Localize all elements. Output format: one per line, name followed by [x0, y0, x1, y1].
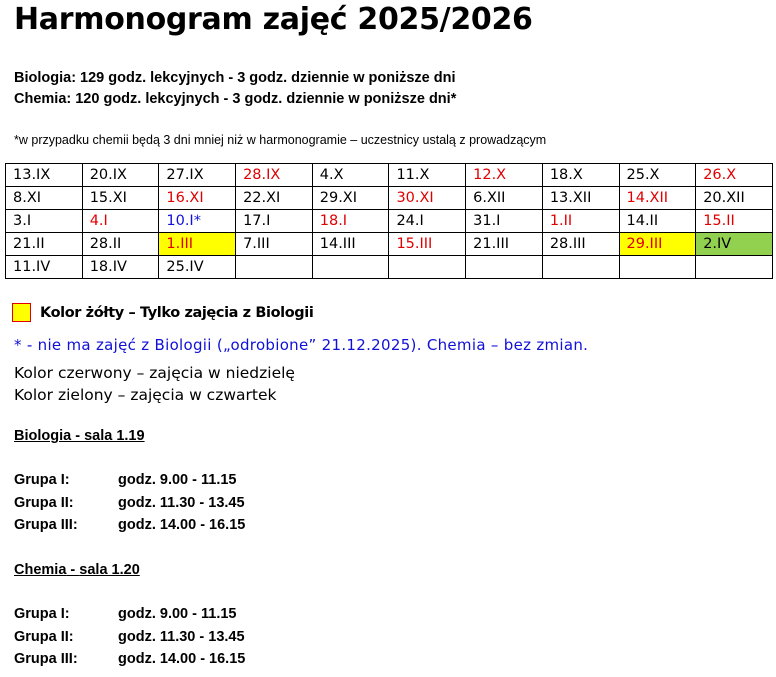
date-cell-thursday: 2.IV	[696, 233, 773, 256]
date-cell-sunday: 4.I	[82, 210, 159, 233]
group-name: Grupa II:	[14, 494, 74, 511]
group-name: Grupa I:	[14, 606, 70, 622]
date-cell-no-biology: 10.I*	[159, 210, 236, 233]
date-cell: 7.III	[236, 233, 313, 256]
date-cell: 15.XI	[82, 187, 159, 210]
chemistry-heading-subject: Chemia	[14, 562, 67, 578]
date-cell: 21.III	[466, 233, 543, 256]
table-row	[6, 210, 773, 233]
hours-summary	[14, 68, 456, 110]
date-cell: 13.XII	[542, 187, 619, 210]
date-cell: 8.XI	[6, 187, 83, 210]
date-cell: 24.I	[389, 210, 466, 233]
biology-hours: Biologia: 129 godz. lekcyjnych - 3 godz. dziennie w poniższe dni	[14, 70, 456, 86]
group-time: godz. 9.00 - 11.15	[118, 472, 237, 488]
date-cell: 25.X	[619, 164, 696, 187]
group-name: Grupa III:	[14, 651, 78, 667]
date-cell-sunday: 30.XI	[389, 187, 466, 210]
empty-cell	[389, 256, 466, 279]
page-title: Harmonogram zajęć 2025/2026	[14, 2, 533, 37]
date-cell-biology-only: 1.III	[159, 233, 236, 256]
date-cell-sunday: 16.XI	[159, 187, 236, 210]
list-item	[14, 469, 245, 492]
group-name: Grupa II:	[14, 628, 74, 645]
empty-cell	[312, 256, 389, 279]
date-cell: 11.X	[389, 164, 466, 187]
date-cell: 18.X	[542, 164, 619, 187]
group-time: godz. 9.00 - 11.15	[118, 606, 237, 622]
date-cell: 13.IX	[6, 164, 83, 187]
date-cell: 17.I	[236, 210, 313, 233]
date-cell: 28.III	[542, 233, 619, 256]
chemistry-groups	[14, 559, 245, 671]
date-cell: 27.IX	[159, 164, 236, 187]
legend-green: Kolor zielony – zajęcia w czwartek	[14, 386, 277, 404]
date-cell-sunday: 12.X	[466, 164, 543, 187]
date-cell: 25.IV	[159, 256, 236, 279]
date-cell: 11.IV	[6, 256, 83, 279]
group-name: Grupa III:	[14, 517, 78, 533]
date-cell: 14.III	[312, 233, 389, 256]
group-time: godz. 11.30 - 13.45	[118, 494, 245, 511]
date-cell: 6.XII	[466, 187, 543, 210]
date-cell: 18.IV	[82, 256, 159, 279]
date-cell-sunday: 1.II	[542, 210, 619, 233]
chemistry-footnote: *w przypadku chemii będą 3 dni mniej niż w harmonogramie – uczestnicy ustalą z prowadzącym	[14, 133, 547, 147]
chemistry-heading-separator: -	[66, 562, 80, 578]
date-cell: 20.IX	[82, 164, 159, 187]
no-biology-note: * - nie ma zajęć z Biologii („odrobione” 21.12.2025). Chemia – bez zmian.	[14, 336, 589, 354]
date-cell-sunday: 18.I	[312, 210, 389, 233]
schedule-table	[5, 163, 773, 279]
yellow-swatch	[12, 303, 31, 322]
table-row	[6, 256, 773, 279]
date-cell: 3.I	[6, 210, 83, 233]
group-time: godz. 14.00 - 16.15	[118, 517, 246, 533]
group-time: godz. 11.30 - 13.45	[118, 628, 245, 645]
table-row	[6, 187, 773, 210]
date-cell-sunday: 28.IX	[236, 164, 313, 187]
date-cell: 4.X	[312, 164, 389, 187]
biology-groups	[14, 425, 245, 537]
group-name: Grupa I:	[14, 472, 70, 488]
empty-cell	[542, 256, 619, 279]
date-cell: 14.II	[619, 210, 696, 233]
chemistry-heading-room: sala 1.20	[79, 562, 140, 578]
date-cell-sunday: 15.II	[696, 210, 773, 233]
list-item	[14, 603, 245, 626]
date-cell: 20.XII	[696, 187, 773, 210]
color-legend	[14, 362, 295, 406]
list-item	[14, 648, 245, 671]
date-cell: 21.II	[6, 233, 83, 256]
date-cell: 29.XI	[312, 187, 389, 210]
date-cell-biology-only: 29.III	[619, 233, 696, 256]
date-cell-sunday: 15.III	[389, 233, 466, 256]
legend-yellow-label: Kolor żółty – Tylko zajęcia z Biologii	[40, 304, 314, 321]
list-item	[14, 492, 245, 515]
table-row	[6, 164, 773, 187]
table-row	[6, 233, 773, 256]
chemistry-hours: Chemia: 120 godz. lekcyjnych - 3 godz. dziennie w poniższe dni*	[14, 91, 457, 107]
group-time: godz. 14.00 - 16.15	[118, 651, 246, 667]
date-cell: 31.I	[466, 210, 543, 233]
list-item	[14, 626, 245, 649]
chemistry-heading	[14, 559, 245, 581]
date-cell-sunday: 26.X	[696, 164, 773, 187]
empty-cell	[619, 256, 696, 279]
empty-cell	[236, 256, 313, 279]
biology-heading: Biologia - sala 1.19	[14, 428, 145, 444]
empty-cell	[466, 256, 543, 279]
date-cell-sunday: 14.XII	[619, 187, 696, 210]
date-cell: 22.XI	[236, 187, 313, 210]
list-item	[14, 514, 245, 537]
legend-yellow	[12, 303, 313, 322]
legend-red: Kolor czerwony – zajęcia w niedzielę	[14, 364, 295, 382]
empty-cell	[696, 256, 773, 279]
date-cell: 28.II	[82, 233, 159, 256]
